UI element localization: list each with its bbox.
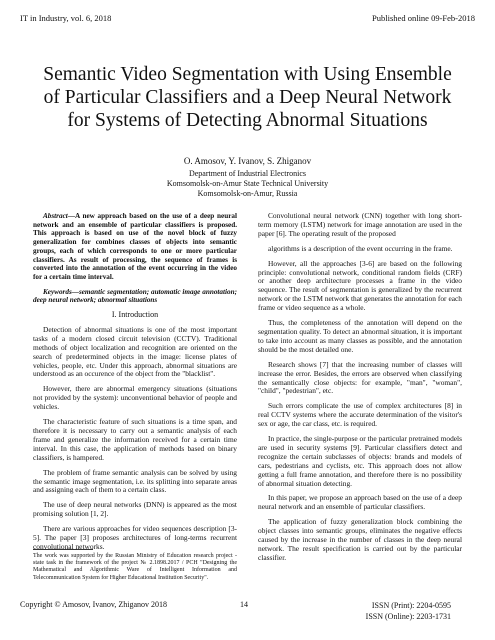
published-date: Published online 09-Feb-2018 — [372, 13, 475, 23]
journal-header: IT in Industry, vol. 6, 2018 — [20, 13, 112, 23]
issn-online: ISSN (Online): 2203-1731 — [365, 612, 451, 621]
issn-print: ISSN (Print): 2204-0595 — [371, 601, 451, 610]
abstract — [33, 212, 237, 282]
affiliation-university: Komsomolsk-on-Amur State Technical University — [166, 179, 329, 188]
paragraph: Convolutional neural network (CNN) together with long short-term memory (LSTM) network for image annotation are used in the paper [6]. The operating result of the proposed — [258, 211, 462, 238]
affiliation — [40, 169, 455, 199]
page-number: 14 — [240, 600, 248, 609]
paragraph: The application of fuzzy generalization block combining the object classes into semantic groups, eliminates the negative effects caused by the increase in the number of classes in the deep neural network. The result specification is carried out by the particular classifier. — [258, 517, 462, 562]
abstract-lead: Abstract — [43, 212, 68, 220]
paragraph: The use of deep neural networks (DNN) is appeared as the most promising solution [1, 2]. — [33, 500, 237, 519]
paper-title: Semantic Video Segmentation with Using Ensemble of Particular Classifiers and a Deep Neural Network for Systems of Detecting Abnormal Situations — [43, 64, 452, 131]
affiliation-dept: Department of Industrial Electronics — [188, 169, 307, 178]
left-column — [33, 212, 237, 558]
right-column — [258, 212, 462, 569]
paragraph: Research shows [7] that the increasing number of classes will increase the error. Besides, the errors are observed when classifying the semantically close objects: for example, "man", "woman", "child", "pedestrian", etc. — [258, 359, 462, 396]
footnote: The work was supported by the Russian Ministry of Education research project - state task in the framework of the project № 2.1898.2017 / PCH "Designing the Mathematical and Algorithmic Ware of Intelligent Information and Telecommunication System for Higher Educational Institution Security". — [33, 553, 237, 581]
paragraph: The problem of frame semantic analysis can be solved by using the semantic image segmentation, i.e. its splitting into separate areas and assigning each of them to a certain class. — [33, 467, 237, 495]
copyright: Copyright © Amosov, Ivanov, Zhiganov 2018 — [20, 600, 168, 609]
authors: O. Amosov, Y. Ivanov, S. Zhiganov — [183, 156, 312, 166]
paragraph: However, all the approaches [3-6] are based on the following principle: convolutional network, conditional random fields (CRF) or another deep architecture processes a frame in the video sequence. The result of segmentation is generalized by the recurrent network or the LSTM network that generates the annotation for each frame or video sequence as a whole. — [258, 258, 462, 313]
paragraph: The characteristic feature of such situations is a time span, and therefore it is necessary to carry out a semantic analysis of each frame and generalize the information received for a certain time interval. In this case, the application of methods based on binary classifiers, is hampered. — [33, 417, 237, 462]
paragraph: In this paper, we propose an approach based on the use of a deep neural network and an ensemble of particular classifiers. — [258, 493, 462, 512]
paragraph: Thus, the completeness of the annotation will depend on the segmentation quality. To detect an abnormal situation, it is important to take into account as many classes as possible, and the annotation should be the most detailed one. — [258, 318, 462, 354]
paragraph: Such errors complicate the use of complex architectures [8] in real CCTV systems where the accurate determination of the visitor's sex or age, the car class, etc. is required. — [258, 401, 462, 429]
paragraph: In practice, the single-purpose or the particular pretrained models are used in security systems [9]. Particular classifiers detect and recognize the certain subclasses of objects: brands and models of cars, pedestrians and cyclists, etc. This approach does not allow getting a full frame annotation, and therefore there is no possibility of abnormal situation detecting. — [258, 434, 462, 488]
abstract-text: —A new approach based on the use of a deep neural network and an ensemble of particular classifiers is proposed. This approach is based on use of the novel block of fuzzy generalization for combines classes of objects into semantic groups, each of which corresponds to one or more particular classifiers. As result of processing, the sequence of frames is converted into the annotation of the event occurring in the video for a certain time interval. — [33, 212, 237, 281]
affiliation-city: Komsomolsk-on-Amur, Russia — [197, 189, 298, 198]
footnote-divider — [33, 549, 93, 550]
keywords: Keywords—semantic segmentation; automatic image annotation; deep neural network; abnormal situations — [33, 287, 237, 305]
paragraph: algorithms is a description of the event occurring in the frame. — [268, 243, 453, 253]
paragraph: There are various approaches for video sequences description [3-5]. The paper [3] proposes architectures of long-terms recurrent convolutional networks. — [33, 524, 237, 551]
issn — [366, 600, 451, 622]
paragraph: Detection of abnormal situations is one of the most important tasks of a modern closed circuit television (CCTV). Traditional methods of object localization and recognition are oriented on the search of predetermined objects in the image: license plates of vehicles, people, etc. Under this approach, abnormal situations are understood as an occurence of the object from the "blacklist". — [33, 324, 237, 379]
paragraph: However, there are abnormal emergency situations (situations not provided by the system): unconventional behavior of people and vehicles. — [33, 384, 237, 412]
section-heading-introduction: I. Introduction — [111, 310, 159, 320]
